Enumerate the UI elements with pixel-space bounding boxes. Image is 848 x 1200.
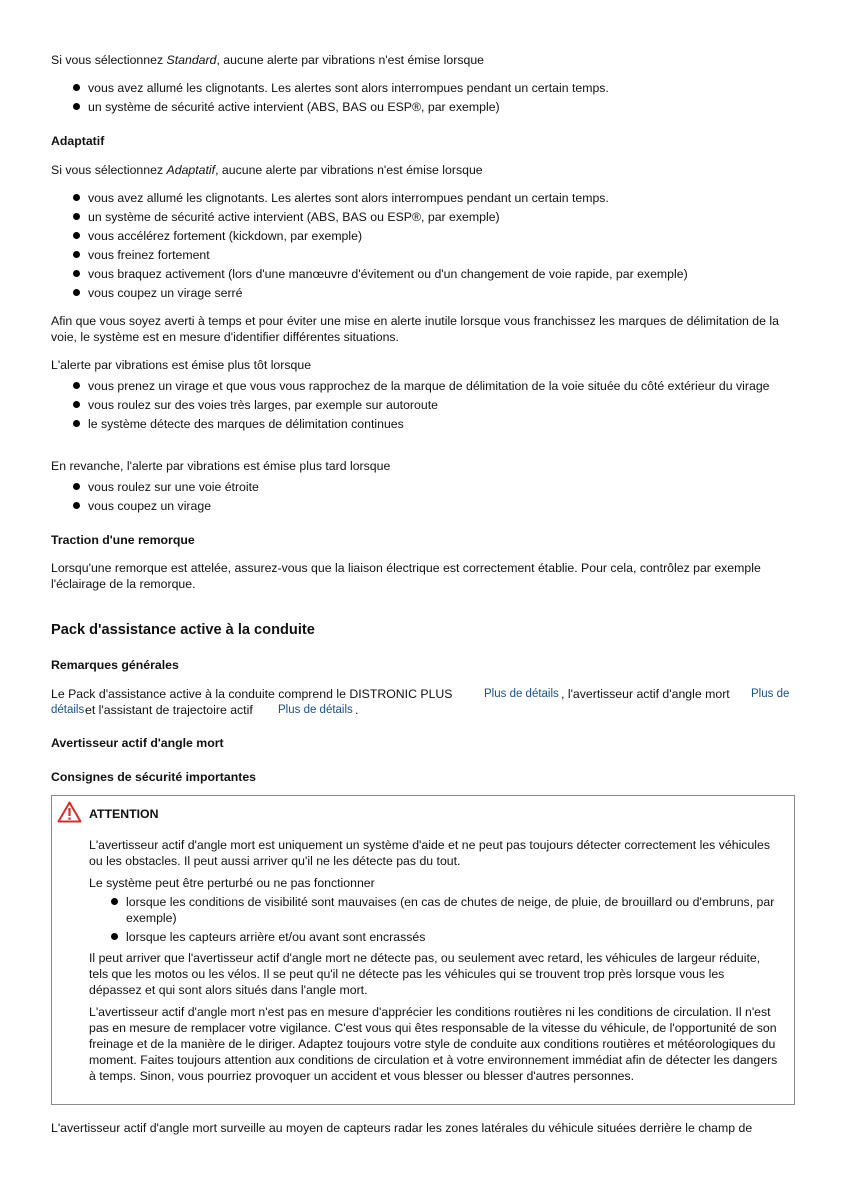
bullet-icon [111,898,118,905]
warning-triangle-icon [57,801,82,823]
list-item [51,285,797,301]
list-item [51,266,797,282]
standard-list [51,80,797,118]
adaptatif-heading: Adaptatif [51,134,105,148]
angle-mort-details-link[interactable]: Plus de [751,688,790,700]
list-item [51,209,797,225]
list-item-text: vous avez allumé les clignotants. Les alertes sont alors interrompues pendant un certain temps. [88,191,609,205]
list-item-text: vous accélérez fortement (kickdown, par exemple) [88,229,363,243]
angle-mort-details-link-cont[interactable]: détails [51,704,85,716]
list-item [51,479,797,495]
pack-heading: Pack d'assistance active à la conduite [51,622,315,638]
list-item-text: un système de sécurité active intervient (ABS, BAS ou ESP®, par exemple) [88,100,500,114]
list-item [51,498,797,514]
pack-text: , l'avertisseur actif d'angle mort [561,687,730,701]
list-item [51,190,797,206]
earlier-list [51,378,797,435]
bullet-icon [73,232,80,239]
bullet-icon [73,103,80,110]
list-item [51,99,797,115]
attention-paragraph-1: L'avertisseur actif d'angle mort est uniquement un système d'aide et ne peut pas toujours détecter correctement les véhicules ou les obstacles. Il peut aussi arriver qu'il ne les détecte pas du tout. [89,838,771,868]
adaptatif-intro [51,162,483,178]
bullet-icon [73,289,80,296]
standard-intro-text-end: , aucune alerte par vibrations n'est émise lorsque [216,53,485,67]
bullet-icon [73,84,80,91]
angle-mort-heading: Avertisseur actif d'angle mort [51,736,224,750]
bullet-icon [73,270,80,277]
list-item-text: le système détecte des marques de délimitation continues [88,417,404,431]
bullet-icon [73,420,80,427]
attention-paragraph-2: Le système peut être perturbé ou ne pas fonctionner [89,876,375,890]
attention-paragraph-4: L'avertisseur actif d'angle mort n'est pas en mesure d'apprécier les conditions routières ni les conditions de circulation. Il n'est pas en mesure de remplacer votre vigilance. C'est vous qui êtes responsable de la vitesse du véhicule, de l'opportunité de son freinage et de la manière de le diriger. Adaptez toujours votre style de conduite aux conditions routières et météorologiques du moment. Faites toujours attention aux conditions de circulation et à votre environnement immédiat afin de détecter les dangers à temps. Sinon, vous pourriez provoquer un accident et vous blesser ou blesser d'autres personnes. [89,1005,778,1083]
list-item-text: un système de sécurité active intervient (ABS, BAS ou ESP®, par exemple) [88,210,500,224]
list-item-text: vous avez allumé les clignotants. Les alertes sont alors interrompues pendant un certain temps. [88,81,609,95]
earlier-intro: L'alerte par vibrations est émise plus tôt lorsque [51,358,312,372]
trajectoire-details-link[interactable]: Plus de détails [278,704,353,716]
bullet-icon [73,194,80,201]
pack-text: Le Pack d'assistance active à la conduite comprend le DISTRONIC PLUS [51,687,453,701]
distronic-details-link[interactable]: Plus de détails [484,688,559,700]
bullet-icon [73,213,80,220]
footer-paragraph: L'avertisseur actif d'angle mort surveille au moyen de capteurs radar les zones latérales du véhicule situées derrière le champ de [51,1121,753,1135]
bullet-icon [73,401,80,408]
standard-intro [51,52,484,68]
pack-text: . [355,703,359,717]
bullet-icon [73,483,80,490]
later-intro: En revanche, l'alerte par vibrations est émise plus tard lorsque [51,459,391,473]
attention-title: ATTENTION [89,807,159,821]
bullet-icon [73,251,80,258]
bullet-icon [73,502,80,509]
consignes-heading: Consignes de sécurité importantes [51,770,257,784]
attention-box [51,795,795,1105]
attention-list [89,894,779,948]
remarques-heading: Remarques générales [51,658,179,672]
standard-intro-text: Si vous sélectionnez [51,53,167,67]
bullet-icon [73,382,80,389]
adaptatif-intro-text-end: , aucune alerte par vibrations n'est émise lorsque [215,163,483,177]
remorque-heading: Traction d'une remorque [51,533,195,547]
pack-line-2 [51,702,797,718]
list-item [89,894,779,926]
pack-text: et l'assistant de trajectoire actif [85,703,253,717]
list-item [51,416,797,432]
list-item-text: vous coupez un virage serré [88,286,243,300]
adaptatif-intro-text: Si vous sélectionnez [51,163,167,177]
adaptatif-paragraph: Afin que vous soyez averti à temps et pour éviter une mise en alerte inutile lorsque vous franchissez les marques de délimitation de la voie, le système est en mesure d'identifier différentes situations. [51,314,779,344]
attention-paragraph-3: Il peut arriver que l'avertisseur actif d'angle mort ne détecte pas, ou seulement avec retard, les véhicules de largeur réduite, tels que les motos ou les vélos. Il se peut qu'il ne détecte pas les véhicules qui se trouvent trop près lorsque vous les dépassez et qui sont alors situés dans l'angle mort. [89,951,761,997]
bullet-icon [111,933,118,940]
adaptatif-intro-emphasis: Adaptatif [166,163,216,177]
list-item-text: vous coupez un virage [88,499,212,513]
adaptatif-list [51,190,797,304]
list-item-text: vous braquez activement (lors d'une manœuvre d'évitement ou d'un changement de voie rapide, par exemple) [88,267,688,281]
list-item-text: vous freinez fortement [88,248,210,262]
later-list [51,479,797,517]
standard-intro-emphasis: Standard [166,53,217,67]
list-item-text: vous prenez un virage et que vous vous rapprochez de la marque de délimitation de la voie située du côté extérieur du virage [88,379,770,393]
list-item-text: vous roulez sur une voie étroite [88,480,259,494]
list-item [89,929,779,945]
list-item-text: lorsque les capteurs arrière et/ou avant sont encrassés [126,930,426,944]
list-item-text: lorsque les conditions de visibilité sont mauvaises (en cas de chutes de neige, de pluie, de brouillard ou d'embruns, par exemple) [126,895,775,925]
list-item [51,80,797,96]
remorque-text: Lorsqu'une remorque est attelée, assurez-vous que la liaison électrique est correctement établie. Pour cela, contrôlez par exemple l'éclairage de la remorque. [51,561,761,591]
list-item [51,247,797,263]
list-item [51,228,797,244]
list-item [51,397,797,413]
pack-description [51,686,797,718]
list-item-text: vous roulez sur des voies très larges, par exemple sur autoroute [88,398,438,412]
list-item [51,378,797,394]
pack-line-1 [51,686,797,702]
